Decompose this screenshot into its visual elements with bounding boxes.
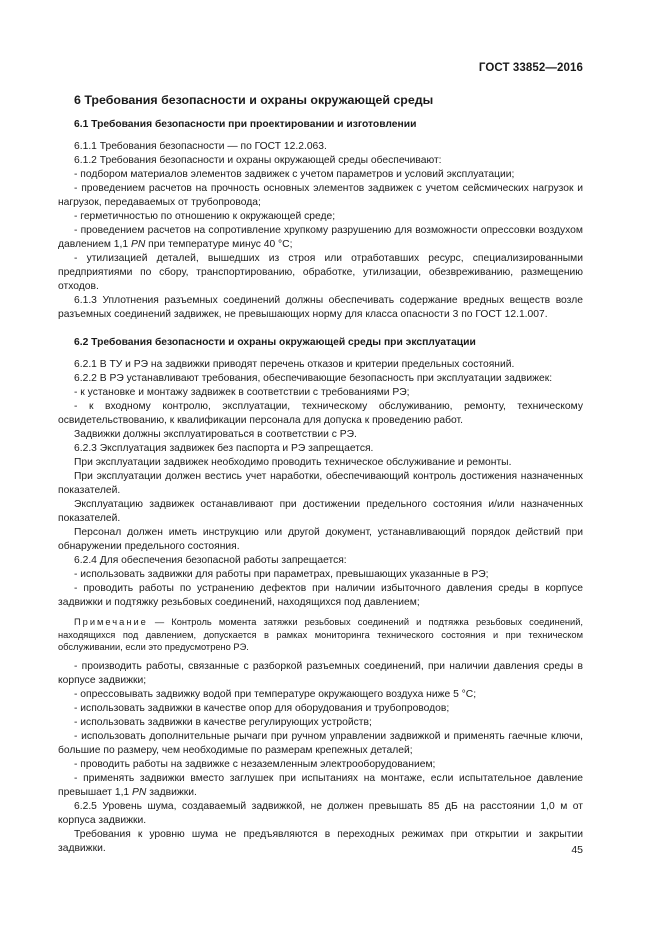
paragraph-6-1-2: 6.1.2 Требования безопасности и охраны окружающей среды обеспечивают:: [74, 155, 442, 166]
list-item: - производить работы, связанные с разборкой разъемных соединений, при наличии давления среды в корпусе задвижки;: [58, 660, 583, 686]
paragraph: Персонал должен иметь инструкцию или другой документ, устанавливающий порядок действий при обнаружении предельного состояния.: [58, 527, 583, 552]
subsection-title-6-2: 6.2 Требования безопасности и охраны окружающей среды при эксплуатации: [74, 337, 476, 348]
page-content: [58, 92, 583, 856]
document-id: ГОСТ 33852—2016: [478, 62, 583, 74]
list-item: - герметичностью по отношению к окружающей среде;: [74, 211, 336, 222]
list-item: - проводить работы на задвижке с незаземленным электрооборудованием;: [74, 758, 436, 770]
list-item: [58, 772, 583, 800]
paragraph-6-1-3: 6.1.3 Уплотнения разъемных соединений должны обеспечивать содержание вредных веществ возле разъемных соединений задвижек, не превышающих норму для класса опасности 3 по ГОСТ 12.1.007.: [58, 295, 583, 320]
paragraph-6-2-1: 6.2.1 В ТУ и РЭ на задвижки приводят перечень отказов и критерии предельных состояний.: [74, 359, 515, 370]
list-item: - проведением расчетов на прочность основных элементов задвижек с учетом сейсмических нагрузок и нагрузок, передаваемых от трубопровода;: [58, 183, 583, 208]
section-title: 6 Требования безопасности и охраны окружающей среды: [74, 93, 434, 107]
paragraph-6-2-5: 6.2.5 Уровень шума, создаваемый задвижкой, не должен превышать 85 дБ на расстоянии 1,0 м от корпуса задвижки.: [58, 800, 583, 826]
pn-symbol: PN: [130, 239, 146, 250]
list-item: - подбором материалов элементов задвижек с учетом параметров и условий эксплуатации;: [74, 169, 515, 180]
list-item: - использовать задвижки в качестве регулирующих устройств;: [74, 716, 372, 728]
paragraph-6-2-2: 6.2.2 В РЭ устанавливают требования, обеспечивающие безопасность при эксплуатации задвижек:: [74, 373, 553, 384]
paragraph: При эксплуатации должен вестись учет наработки, обеспечивающий контроль достижения назначенных показателей.: [58, 471, 583, 496]
paragraph: Задвижки должны эксплуатироваться в соответствии с РЭ.: [74, 429, 357, 440]
paragraph-6-2-4: 6.2.4 Для обеспечения безопасной работы запрещается:: [74, 555, 347, 566]
paragraph: Требования к уровню шума не предъявляются в переходных режимах при открытии и закрытии задвижки.: [58, 828, 583, 854]
list-item: - утилизацией деталей, вышедших из строя или отработавших ресурс, специализированными предприятиями по сбору, транспортированию, обработке, утилизации, обезвреживанию, размещению отходов.: [58, 253, 583, 292]
list-item: - опрессовывать задвижку водой при температуре окружающего воздуха ниже 5 °С;: [74, 688, 477, 700]
list-item: - к входному контролю, эксплуатации, техническому обслуживанию, ремонту, техническому освидетельствованию, к квалификации персонала для допуска к проведению работ.: [58, 401, 583, 426]
paragraph-6-2-3: 6.2.3 Эксплуатация задвижек без паспорта и РЭ запрещается.: [74, 443, 374, 454]
list-item-text: - применять задвижки вместо заглушек при испытаниях на монтаже, если испытательное давление превышает 1,1: [58, 772, 583, 798]
list-item: - к установке и монтажу задвижек в соответствии с требованиями РЭ;: [74, 387, 410, 398]
page-number: 45: [571, 844, 583, 856]
note-text: — Контроль момента затяжки резьбовых соединений и подтяжка резьбовых соединений, находящихся под давлением, допускается в рамках мониторинга технического состояния и при техническом обслуживании, если это предусмотрено РЭ.: [58, 617, 583, 652]
list-item: [58, 224, 583, 252]
paragraph: Эксплуатацию задвижек останавливают при достижении предельного состояния и/или назначенных показателей.: [58, 499, 583, 524]
list-item: - использовать задвижки для работы при параметрах, превышающих указанные в РЭ;: [74, 569, 489, 580]
note-label: Примечание: [74, 617, 148, 627]
list-item-text: - проведением расчетов на сопротивление хрупкому разрушению для возможности опрессовки воздухом давлением 1,1: [58, 225, 583, 250]
paragraph: При эксплуатации задвижек необходимо проводить техническое обслуживание и ремонты.: [74, 457, 512, 468]
paragraph-6-1-1: 6.1.1 Требования безопасности — по ГОСТ 12.2.063.: [74, 141, 327, 152]
list-item: - использовать задвижки в качестве опор для оборудования и трубопроводов;: [74, 702, 450, 714]
list-item-text: при температуре минус 40 °С;: [145, 239, 293, 250]
pn-symbol: PN: [132, 786, 147, 798]
list-item: - проводить работы по устранению дефектов при наличии избыточного давления среды в корпусе задвижки и подтяжку резьбовых соединений, находящихся под давлением;: [58, 583, 583, 608]
subsection-title-6-1: 6.1 Требования безопасности при проектировании и изготовлении: [74, 119, 417, 130]
list-item: - использовать дополнительные рычаги при ручном управлении задвижкой и применять гаечные ключи, большие по размеру, чем необходимые по размерам крепежных деталей;: [58, 730, 583, 756]
note: [58, 616, 583, 654]
list-item-text: задвижки.: [146, 786, 197, 798]
